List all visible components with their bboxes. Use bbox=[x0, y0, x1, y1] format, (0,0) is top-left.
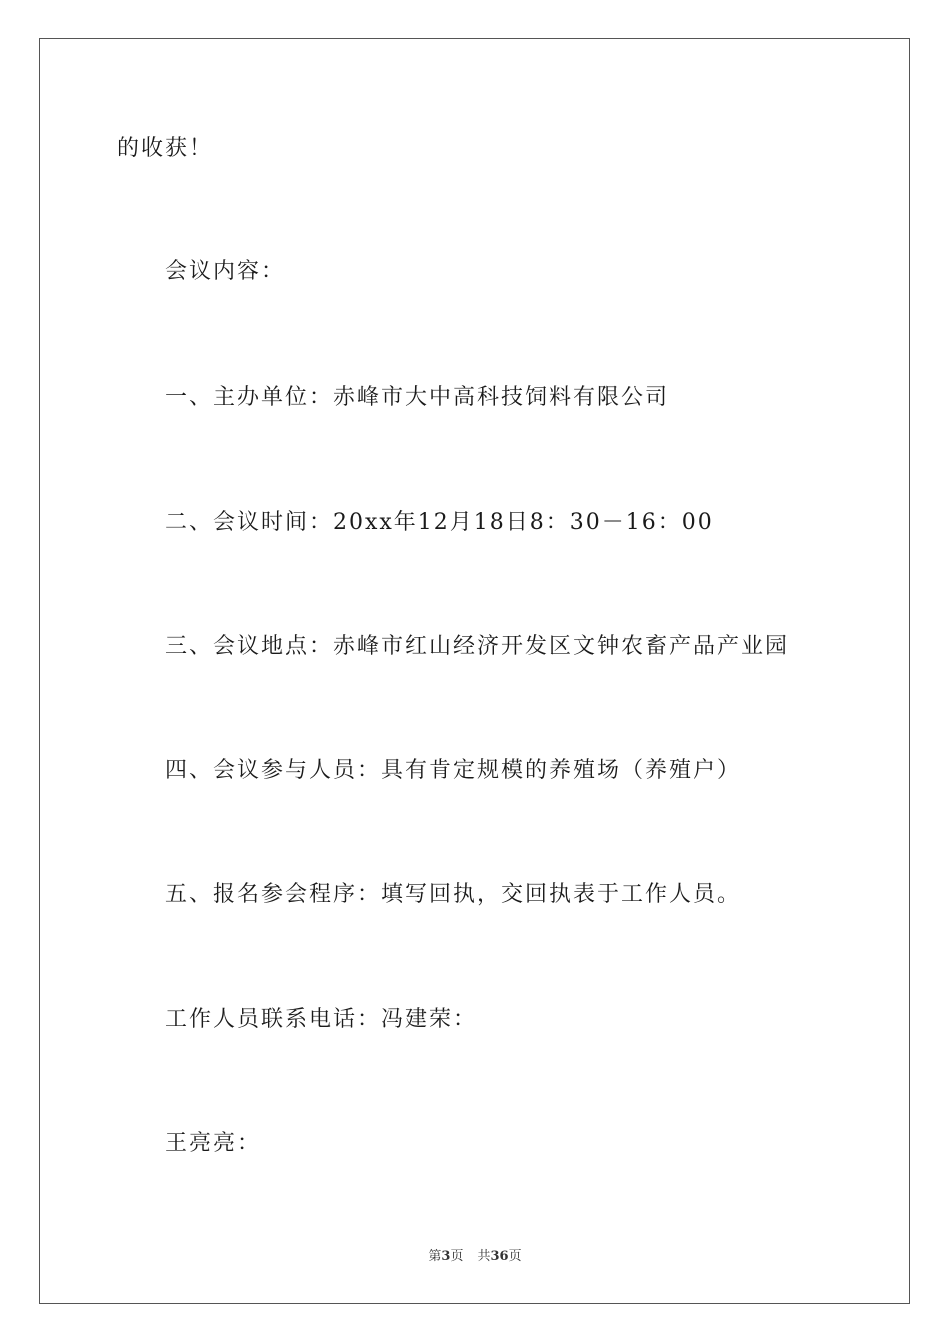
footer-page-prefix: 第 bbox=[428, 1249, 442, 1264]
footer-total-pages: 36 bbox=[490, 1249, 509, 1264]
footer-page-number: 3 bbox=[441, 1249, 451, 1264]
page-footer bbox=[0, 1249, 950, 1265]
footer-page-suffix: 页 bbox=[450, 1249, 464, 1264]
page-border bbox=[39, 38, 910, 1304]
item-meeting-time: 二、会议时间：20xx年12月18日8：30－16：00 bbox=[165, 510, 714, 535]
section-heading-meeting-content: 会议内容： bbox=[165, 259, 286, 284]
text-line-continuation: 的收获！ bbox=[117, 136, 214, 161]
item-organizer: 一、主办单位：赤峰市大中高科技饲料有限公司 bbox=[165, 385, 670, 410]
item-meeting-location: 三、会议地点：赤峰市红山经济开发区文钟农畜产品产业园 bbox=[165, 634, 790, 659]
footer-total-suffix: 页 bbox=[508, 1249, 522, 1264]
contact-line-1: 工作人员联系电话：冯建荣： bbox=[165, 1007, 478, 1032]
item-participants: 四、会议参与人员：具有肯定规模的养殖场（养殖户） bbox=[165, 758, 742, 783]
item-registration-procedure: 五、报名参会程序：填写回执，交回执表于工作人员。 bbox=[165, 882, 742, 907]
footer-total-prefix: 共 bbox=[477, 1249, 491, 1264]
contact-line-2: 王亮亮： bbox=[165, 1131, 262, 1156]
